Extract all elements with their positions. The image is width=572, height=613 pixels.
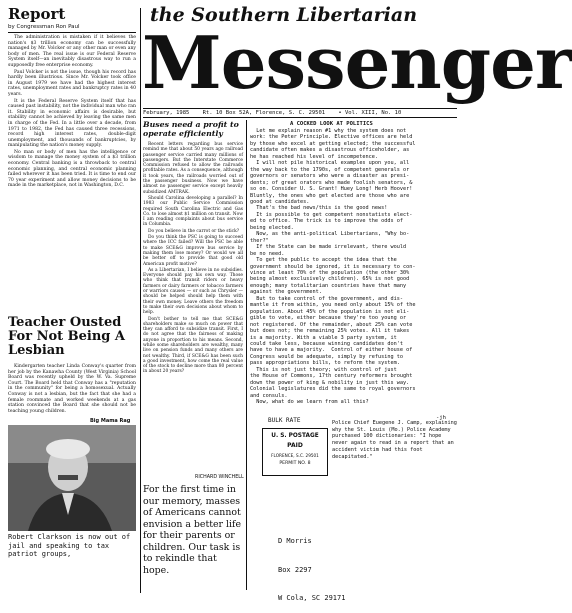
clarkson-photo [8, 425, 136, 531]
cocked-look-body: Let me explain reason #1 why the system does not work: the Peter Principle. Elective offices are held by those who excel at getting elected; the successful candidate often makes a disastrous officeholder, as he has reached his level of incompetence. I will not pile historical examples upon you, all the way back to the 1790s, of competent generals or governors or senators who were a disaster as presi- dents; of great orators who made foolish senators, & so on. Consider U. S. Grant! Huey Long! Herb Hoover! Bluntly, the ones who get elected are those who are good at candidates. That's the bad news/this is the good news! It is possible to get competent nonstatists elect- ed to office. The trick is to improve the odds of being elected. Now, as the anti-political Libertarians, "Why bo- ther?" If the State can be made irrelevant, there would be no need. To get the public to accept the idea that the government should be ignored, it is necessary to con- vince at least 70% of the population (the other 30% being almost exclusively children). 65% is not good enough; many totalitarian countries have that many against the government. But to take control of the government, and dis- mantle it from within, you need only about 15% of the population. About 45% of the population is not eli- gible to vote, either because they're too young or not registered. Of the remainder, about 25% can vote but does not; the remaining 25% votes. All it takes is a majority. With a viable 3 party system, it could take less, because winning candidates don't have to have a majority. Control of either house of Congress would be adequate, simply by refusing to pass appropriations bills, to reform the system. This is not just theory; with control of just the House of Commons, 17th century reformers brought down the power of king & nobility in just this way. Colonial legislatures did the same to royal governors and consuls. Now, what do we learn from all this? [250, 128, 416, 406]
buses-paragraph: Recent letters regarding bus service remind me that about 50 years ago railroad passenger service carried many millions of passengers. But the Interstate Commerce Commission refused to allow the railroads profitable rates. As a consequence, although it took years, the railroads worried out of the passenger business. Now we have almost no passenger service except heavily subsidized AMTRAK. [143, 142, 243, 195]
police-chief-quote: Police Chief Euegene J. Camp, explaining why the St. Louis (Mo.) Police Academy purchased 100 dictionaries: "I hope never again to read in a report that an accident victim had this foot decapitated." [332, 420, 461, 460]
postage-line: FLORENCE, S.C. 29501 [271, 453, 319, 458]
address-line: W Cola, SC 29171 [278, 594, 346, 602]
bulk-rate-label: BULK RATE [268, 417, 301, 424]
masthead-rule [143, 108, 457, 109]
buses-article [143, 142, 243, 375]
buses-paragraph: Do you believe in the carrot or the stick? [148, 228, 240, 234]
report-paragraph: No man or body of men has the intelligence or wisdom to manage the money system of a $3 trillion economy. Central banking is a throwback to central economic planning, and central economic planning failed wherever it has been tried. It is time to end our 70 year experiment and allow money decisions to be made in the marketplace, not in Washington, D.C. [8, 149, 136, 189]
cocked-look-signature: -jh [436, 415, 446, 421]
report-title: Report [8, 5, 66, 23]
mailing-address [278, 518, 428, 613]
report-paragraph: It is the Federal Reserve System itself that has caused past instability, not the individual man who ran it. Stability in economic affairs is desirable, but stability cannot be achieved by leaving the same men in charge of the Fed. In a little over a decade, from 1971 to 1982, the Fed has caused three recessions, record high interest rates, double-digit unemployment, and thousands of bankruptcies, by manipulating the nation's money supply. [8, 98, 136, 149]
buses-headline: Buses need a profit to operate efficiently [143, 120, 239, 138]
postage-line: PERMIT NO. 8 [279, 461, 311, 466]
report-paragraph: The administration is mistaken if it believes the nation's $3 trillion economy can be successfully managed by Mr. Volcker or any other man or even any body of men. The real issue is our Federal Reserve System itself—an inevitably disastrous way to run a supposedly free enterprise economy. [8, 35, 136, 68]
postage-indicia [262, 428, 328, 476]
buses-paragraph: Do you think the PSC is going to succeed where the ICC failed? Will the PSC be able to make SCE&G improve bus service by making them lose money? Or would we all be better off to provide that good old American profit motive? [143, 235, 243, 267]
column-divider [246, 120, 247, 590]
teacher-headline: Teacher Ousted For Not Being A Lesbian [8, 315, 125, 358]
clarkson-portrait [8, 425, 136, 531]
masthead-dateline: February, 1985 Rt. 10 Box 52A, Florence, S. C. 29501 • Vol. XIII, No. 10 [143, 110, 402, 116]
buses-paragraph: Should Carolina developing a parallel? In 1983 our Public Service Commission required South Carolina Electric and Gas Co. to lose almost $1 million on transit. Now I am reading complaints about bus service in Columbia. [143, 195, 243, 228]
address-line: D Morris [278, 537, 312, 545]
cocked-look-headline: A COCKED LOOK AT POLITICS [290, 121, 373, 127]
teacher-credit: Big Mama Rag [90, 418, 131, 424]
report-paragraph: Paul Volcker is not the issue, though his record has hardly been illustrious. Since Mr. Volcker took office in August 1979 we have had the highest interest rates, unemployment rates and bankruptcy rates in 40 years. [8, 69, 136, 97]
buses-paragraph: As a Libertarian, I believe in no subsidies. Everyone should pay his own way. Those who think that transit riders or heavy farmers or dairy farmers or tobacco farmers or warriors causes — or such as Chrysler — should be helped should help them with their own money. Leave others the freedom to make their own decisions about whom to help. [143, 267, 243, 316]
children-hope-text: For the first time in our memory, masses of Americans cannot envision a better life for their parents or children. Our task is to rekindle that hope. [143, 484, 242, 576]
masthead-messenger: Messenger [142, 20, 572, 105]
report-byline: by Congressman Ron Paul [8, 24, 80, 30]
teacher-article [8, 364, 136, 414]
postage-line: PAID [287, 442, 303, 449]
column-divider [140, 8, 141, 593]
buses-paragraph: Don't bother to tell me that SCE&G shareholders make so much on power that they can afford to subsidize transit. First, I do not agree that the fairness of making anyone in proportion to his means. Second, while some shareholders are wealthy, many live on pension funds and many others are not wealthy. Third, if SCE&G has been such a good investment, how come the real value of the stock to decline more than 80 percent in about 20 years? [143, 316, 243, 375]
report-rule [8, 32, 136, 33]
masthead-the-southern-libertarian: the Southern Libertarian [150, 4, 418, 26]
clarkson-caption: Robert Clarkson is now out of jail and speaking to tax patriot groups, [8, 533, 135, 558]
report-body [8, 35, 136, 189]
address-line: Box 2297 [278, 565, 312, 574]
masthead-rule [143, 117, 457, 118]
teacher-paragraph: Kindergarten teacher Linda Conway's quarter from her job by the Kanawha County (West Virginia) School Board was recently upheld by the W. Va. Supreme Court. The Board held that Conway has a "reputation in the community" for being a homosexual. Actually Conway is not a lesbian, but the fact that she had a female roommate and worked weekends at a gas station convinced the Board that she should not be teaching young children. [8, 364, 136, 414]
buses-credit: RICHARD WINCHELL [195, 475, 244, 480]
postage-line: U. S. POSTAGE [271, 433, 319, 439]
